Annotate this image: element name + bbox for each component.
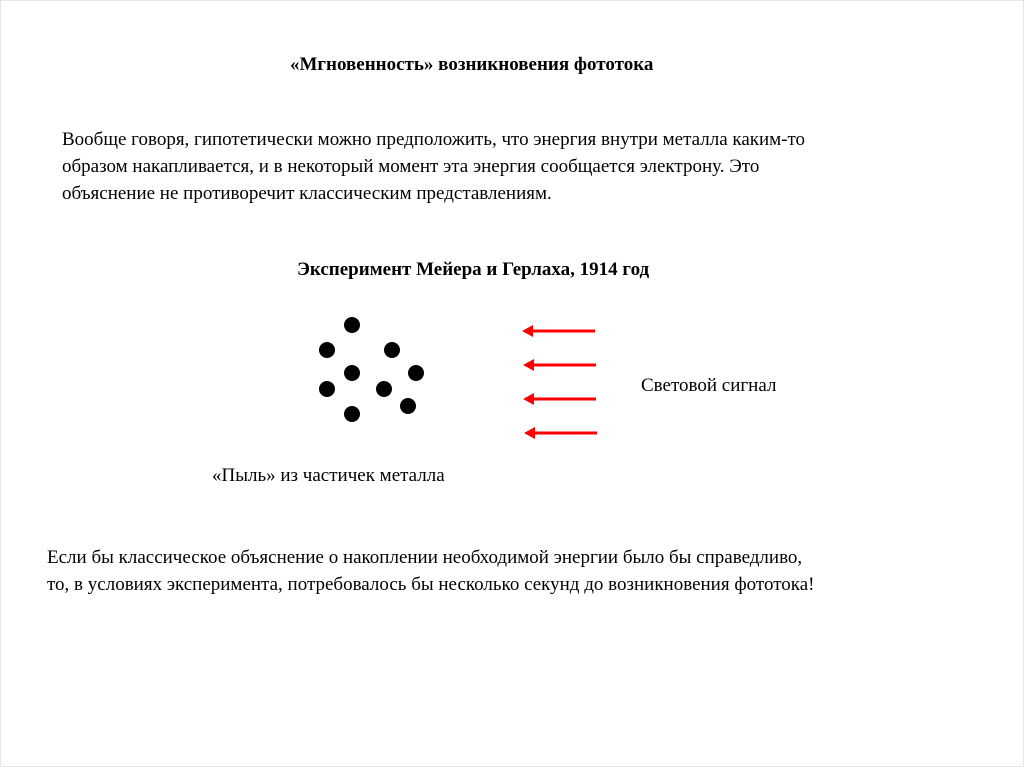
arrow-left-icon [523, 393, 596, 405]
intro-line-3: объяснение не противоречит классическим представлениям. [62, 183, 552, 204]
intro-line-1: Вообще говоря, гипотетически можно предположить, что энергия внутри металла каким-то [62, 129, 806, 150]
particle [344, 406, 360, 422]
intro-line-2: образом накапливается, и в некоторый момент эта энергия сообщается электрону. Это [62, 156, 760, 177]
metal-dust-particles [319, 317, 424, 422]
slide-title: «Мгновенность» возникновения фототока [290, 54, 654, 75]
arrow-left-icon [523, 359, 596, 371]
particle [408, 365, 424, 381]
particle [376, 381, 392, 397]
experiment-title: Эксперимент Мейера и Герлаха, 1914 год [297, 259, 650, 280]
particle [319, 381, 335, 397]
particle [344, 365, 360, 381]
dust-label: «Пыль» из частичек металла [212, 465, 445, 486]
conclusion-line-2: то, в условиях эксперимента, потребовалось бы несколько секунд до возникновения фототока! [47, 574, 815, 595]
particle [344, 317, 360, 333]
arrow-left-icon [524, 427, 597, 439]
particle [319, 342, 335, 358]
conclusion-line-1: Если бы классическое объяснение о накоплении необходимой энергии было бы справедливо, [47, 547, 803, 568]
light-signal-label: Световой сигнал [641, 375, 777, 396]
arrow-left-icon [522, 325, 595, 337]
particle [384, 342, 400, 358]
light-arrows [522, 325, 597, 439]
particle [400, 398, 416, 414]
